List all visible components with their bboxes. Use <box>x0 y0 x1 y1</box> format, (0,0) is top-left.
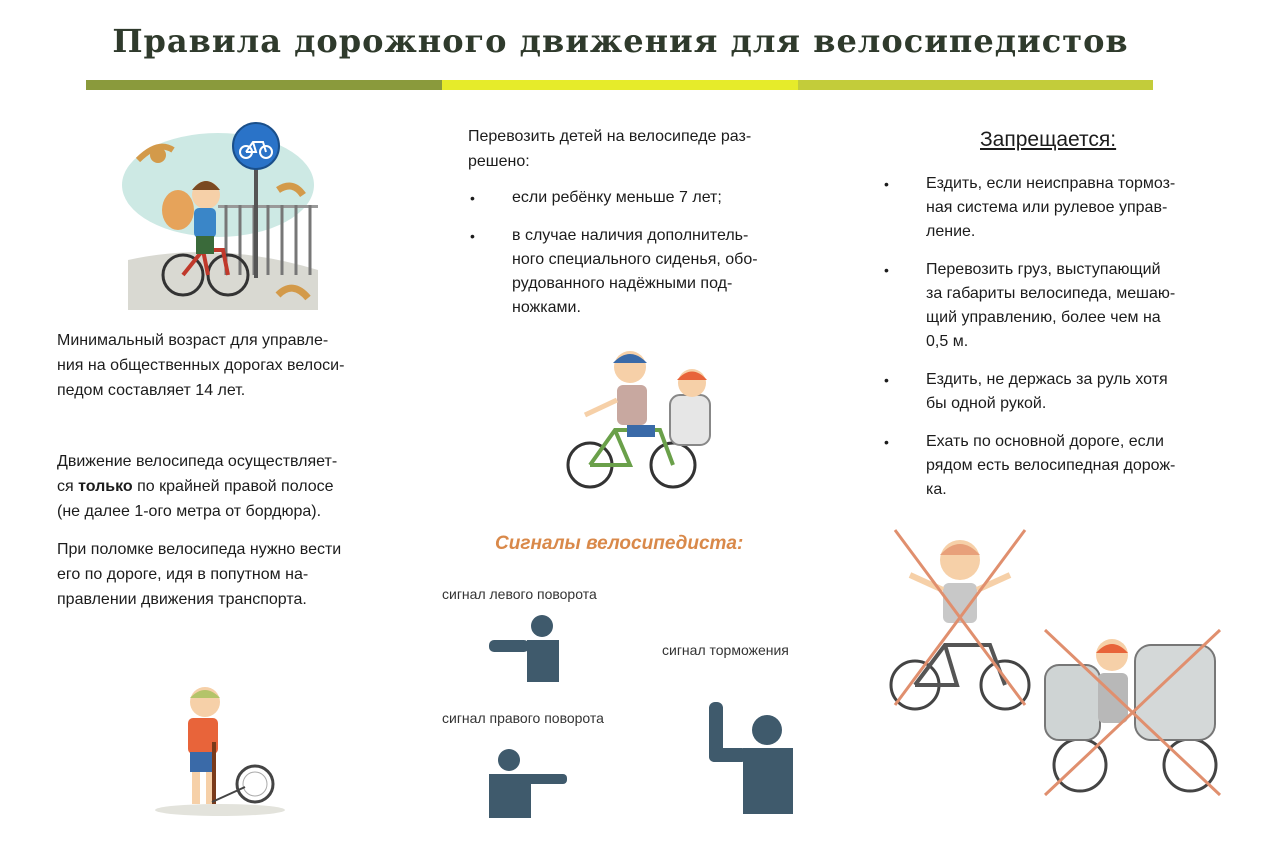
signal-brake-label: сигнал торможения <box>662 642 789 658</box>
signal-left-label: сигнал левого поворота <box>442 586 597 602</box>
crossed-out-no-hands-illustration <box>885 525 1035 715</box>
list-item: • если ребёнку меньше 7 лет; <box>470 189 722 206</box>
movement-text: Движение велосипеда осуществляет- ся только по крайней правой полосе (не далее 1-ого метра от бордюра). <box>57 453 338 520</box>
adult-with-child-seat-illustration <box>555 345 730 495</box>
breakdown-text: При поломке велосипеда нужно вести его по дороге, идя в попутном на- правлении движения транспорта. <box>57 541 342 608</box>
emphasis-only: только <box>78 478 133 495</box>
list-item: • Перевозить груз, выступающий за габариты велосипеда, мешаю- щий управлению, более чем на 0,5 м. <box>884 261 1176 350</box>
right-turn-signal-icon <box>487 748 569 818</box>
signal-right-label: сигнал правого поворота <box>442 710 604 726</box>
left-turn-signal-icon <box>487 614 569 682</box>
signals-heading: Сигналы велосипедиста: <box>495 533 744 554</box>
list-item: • Ехать по основной дороге, если рядом есть велосипедная дорож- ка. <box>884 433 1176 498</box>
page-title: Правила дорожного движения для велосипедистов <box>112 22 1129 60</box>
children-transport-intro: Перевозить детей на велосипеде раз- решено: <box>468 128 752 170</box>
title-rule-middle <box>442 80 798 90</box>
children-transport-list <box>466 186 811 334</box>
title-rule-left <box>86 80 442 90</box>
list-item: • Ездить, не держась за руль хотя бы одной рукой. <box>884 371 1168 412</box>
list-item: • в случае наличия дополнитель- ного специального сиденья, обо- рудованного надёжными под- ножками. <box>470 227 758 316</box>
forbidden-heading: Запрещается: <box>980 128 1117 151</box>
brake-signal-icon <box>707 700 797 815</box>
title-rule-right <box>798 80 1153 90</box>
cyclist-with-dog-illustration <box>118 110 323 310</box>
list-item: • Ездить, если неисправна тормоз- ная система или рулевое управ- ление. <box>884 175 1176 240</box>
crossed-out-overloaded-bike-illustration <box>1040 625 1225 800</box>
forbidden-list <box>880 172 1235 516</box>
boy-pumping-tire-illustration <box>150 682 290 817</box>
min-age-text: Минимальный возраст для управле- ния на общественных дорогах велоси- педом составляет 14 лет. <box>57 332 345 399</box>
